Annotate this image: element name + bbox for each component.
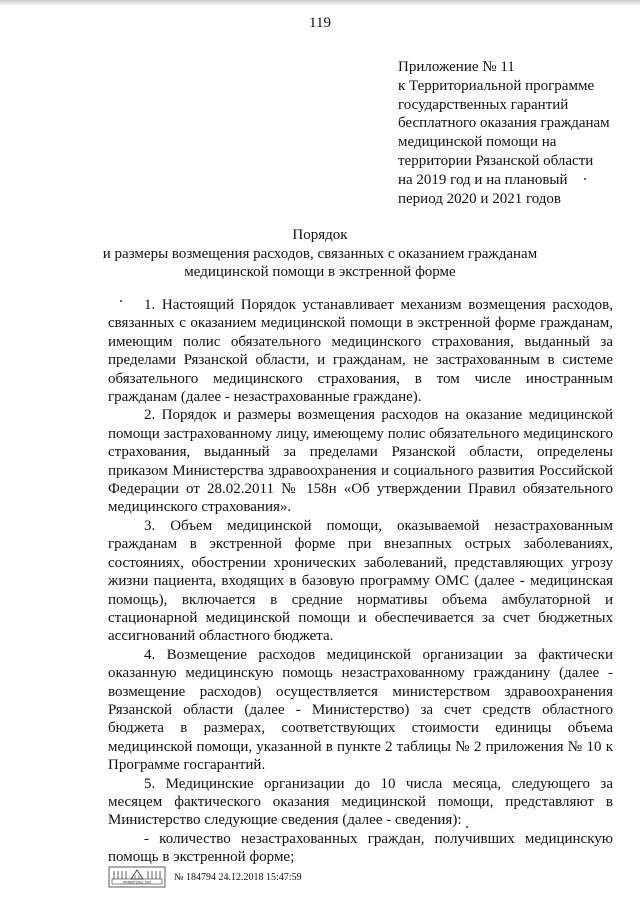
footer-stamp	[108, 864, 302, 890]
appendix-line: период 2020 и 2021 годов	[398, 190, 562, 207]
scan-speck	[584, 178, 586, 180]
scan-top-edge	[0, 0, 640, 6]
paragraph-3: 3. Объем медицинской помощи, оказываемой незастрахованным гражданам в экстренной форме при внезапных острых заболеваниях, состояниях, обострении хронических заболеваний, представляющих угрозу жизни пациента, входящих в базовую программу ОМС (далее - медицинская помощь), включается в средние нормативы объема амбулаторной и стационарной медицинской помощи и обеспечивается за счет бюджетных ассигнований областного бюджета.	[108, 517, 613, 645]
paragraph-2: 2. Порядок и размеры возмещения расходов на оказание медицинской помощи застрахованному лицу, имеющему полис обязательного медицинского страхования, выданный за пределами Рязанской области, определены приказом Министерства здравоохранения и социального развития Российской Федерации от 28.02.2011 № 158н «Об утверждении Правил обязательного медицинского страхования».	[108, 407, 613, 516]
paragraph-5: 5. Медицинские организации до 10 числа месяца, следующего за месяцем фактического оказания медицинской помощи, представляют в Министерство следующие сведения (далее - сведения):	[108, 775, 613, 829]
government-building-icon	[108, 866, 166, 888]
title-line: и размеры возмещения расходов, связанных с оказанием гражданам	[102, 245, 538, 262]
title-line: медицинской помощи в экстренной форме	[184, 264, 456, 280]
scan-speck	[466, 826, 468, 828]
appendix-line: Приложение № 11	[398, 59, 515, 75]
title-line: Порядок	[292, 227, 348, 243]
appendix-line: к Территориальной программе	[398, 77, 595, 94]
seal-label: ПРАВИТЕЛЬСТВО	[122, 880, 152, 885]
appendix-line: медицинской помощи на	[398, 134, 557, 151]
appendix-line: территории Рязанской области	[398, 152, 594, 169]
document-title	[0, 226, 640, 282]
appendix-header	[398, 58, 638, 208]
scan-speck	[120, 300, 122, 302]
paragraph-4: 4. Возмещение расходов медицинской организации за фактически оказанную медицинскую помощь незастрахованному гражданину (далее - возмещение расходов) осуществляется министерством здравоохранения Рязанской области (далее - Министерство) за счет средств областного бюджета в размерах, соответствующих стоимости единицы объема медицинской помощи, указанной в пункте 2 таблицы № 2 приложения № 10 к Программе госгарантий.	[108, 646, 613, 774]
appendix-line: государственных гарантий	[398, 96, 569, 113]
list-item: - количество незастрахованных граждан, получивших медицинскую помощь в экстренной форме;	[108, 830, 613, 866]
appendix-line: бесплатного оказания гражданам	[398, 115, 610, 132]
document-stamp: № 184794 24.12.2018 15:47:59	[174, 871, 302, 883]
appendix-line: на 2019 год и на плановый	[398, 171, 568, 188]
paragraph-1: 1. Настоящий Порядок устанавливает механизм возмещения расходов, связанных с оказанием медицинской помощи в экстренной форме гражданам, имеющим полис обязательного медицинского страхования, выданный за пределами Рязанской области, и гражданам, не застрахованным в системе обязательного медицинского страхования, в том числе иностранным гражданам (далее - незастрахованные граждане).	[108, 297, 613, 406]
document-body	[108, 296, 613, 867]
page-number: 119	[309, 15, 331, 31]
